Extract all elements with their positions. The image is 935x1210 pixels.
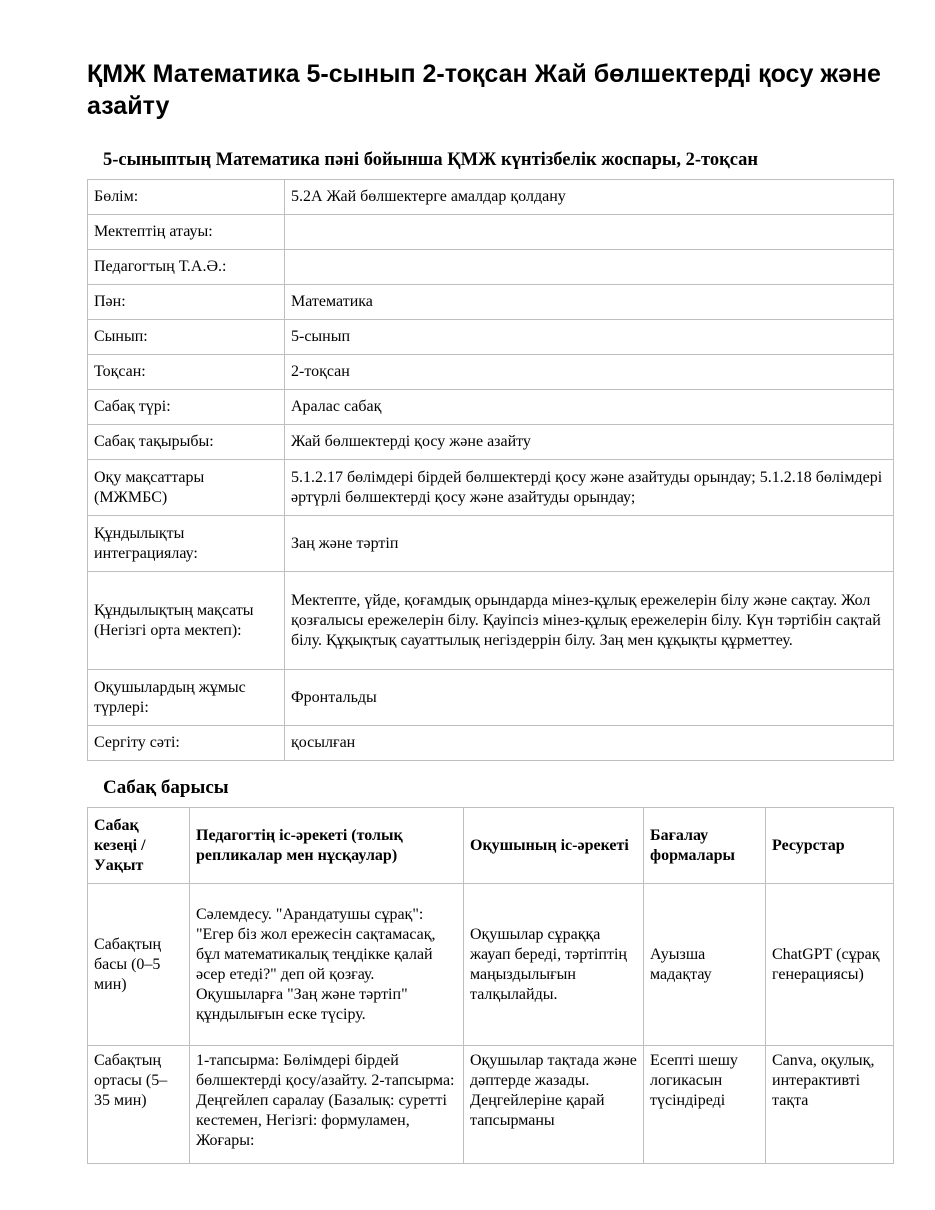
table-row — [88, 572, 894, 670]
info-value: Мектепте, үйде, қоғамдық орындарда мінез-құлық ережелерін білу және сақтау. Жол қозғалысы ережелерін білу. Қауіпсіз мінез-құлық ережелерін білу. Күн тәртібін сақтай білу. Құқықтық сауаттылық негіздеррін білу. Заң мен құқықты құрметтеу. — [285, 572, 894, 670]
info-label: Құндылықтың мақсаты (Негізгі орта мектеп): — [88, 572, 285, 670]
info-label: Пән: — [88, 285, 285, 320]
table-row — [88, 250, 894, 285]
table-row — [88, 425, 894, 460]
info-value — [285, 250, 894, 285]
teacher-cell: 1-тапсырма: Бөлімдері бірдей бөлшектерді қосу/азайту. 2-тапсырма: Деңгейлеп саралау (Базалық: суретті кестемен, Негізгі: формуламен, Жоғары: — [190, 1046, 464, 1164]
info-label: Құндылықты интеграциялау: — [88, 516, 285, 572]
document-subtitle: 5-сыныптың Математика пәні бойынша ҚМЖ күнтізбелік жоспары, 2-тоқсан — [103, 150, 759, 170]
info-value: Аралас сабақ — [285, 390, 894, 425]
assessment-cell: Ауызша мадақтау — [644, 884, 766, 1046]
info-value — [285, 215, 894, 250]
table-row — [88, 726, 894, 761]
info-label: Мектептің атауы: — [88, 215, 285, 250]
info-label: Оқу мақсаттары (МЖМБС) — [88, 460, 285, 516]
table-row — [88, 460, 894, 516]
info-label: Сабақ түрі: — [88, 390, 285, 425]
lesson-flow-table — [87, 807, 894, 1164]
teacher-cell: Сәлемдесу. "Арандатушы сұрақ": "Егер біз жол ережесін сақтамасақ, бұл математикалық теңдікке қалай әсер етеді?" деп ой қозғау. Оқушыларға "Заң және тәртіп" құндылығын еске түсіру. — [190, 884, 464, 1046]
table-row — [88, 320, 894, 355]
info-value: Математика — [285, 285, 894, 320]
info-value: 5.2А Жай бөлшектерге амалдар қолдану — [285, 180, 894, 215]
header-stage: Сабақ кезеңі / Уақыт — [88, 808, 190, 884]
table-row — [88, 670, 894, 726]
info-label: Педагогтың Т.А.Ә.: — [88, 250, 285, 285]
table-row — [88, 884, 894, 1046]
table-row — [88, 285, 894, 320]
header-resources: Ресурстар — [766, 808, 894, 884]
info-value: Заң және тәртіп — [285, 516, 894, 572]
stage-cell: Сабақтың басы (0–5 мин) — [88, 884, 190, 1046]
info-label: Тоқсан: — [88, 355, 285, 390]
assessment-cell: Есепті шешу логикасын түсіндіреді — [644, 1046, 766, 1164]
info-label: Сабақ тақырыбы: — [88, 425, 285, 460]
table-row — [88, 180, 894, 215]
student-cell: Оқушылар сұраққа жауап береді, тәртіптің маңыздылығын талқылайды. — [464, 884, 644, 1046]
table-row — [88, 390, 894, 425]
info-label: Сынып: — [88, 320, 285, 355]
table-header-row — [88, 808, 894, 884]
info-value: 2-тоқсан — [285, 355, 894, 390]
header-teacher: Педагогтің іс-әрекеті (толық репликалар мен нұсқаулар) — [190, 808, 464, 884]
lesson-info-table — [87, 179, 894, 761]
header-assessment: Бағалау формалары — [644, 808, 766, 884]
info-label: Бөлім: — [88, 180, 285, 215]
info-value: Фронтальды — [285, 670, 894, 726]
info-label: Сергіту сәті: — [88, 726, 285, 761]
stage-cell: Сабақтың ортасы (5–35 мин) — [88, 1046, 190, 1164]
lesson-section-title: Сабақ барысы — [103, 777, 229, 798]
info-value: 5.1.2.17 бөлімдері бірдей бөлшектерді қосу және азайтуды орындау; 5.1.2.18 бөлімдері әртүрлі бөлшектерді қосу және азайтуды орындау; — [285, 460, 894, 516]
info-value: Жай бөлшектерді қосу және азайту — [285, 425, 894, 460]
table-row — [88, 1046, 894, 1164]
table-row — [88, 355, 894, 390]
info-value: 5-сынып — [285, 320, 894, 355]
resources-cell: Canva, оқулық, интерактивті тақта — [766, 1046, 894, 1164]
document-title: ҚМЖ Математика 5-сынып 2-тоқсан Жай бөлшектерді қосу және азайту — [87, 60, 881, 120]
info-value: қосылған — [285, 726, 894, 761]
resources-cell: ChatGPT (сұрақ генерациясы) — [766, 884, 894, 1046]
student-cell: Оқушылар тақтада және дәптерде жазады. Деңгейлеріне қарай тапсырманы — [464, 1046, 644, 1164]
table-row — [88, 215, 894, 250]
header-student: Оқушының іс-әрекеті — [464, 808, 644, 884]
info-label: Оқушылардың жұмыс түрлері: — [88, 670, 285, 726]
table-row — [88, 516, 894, 572]
